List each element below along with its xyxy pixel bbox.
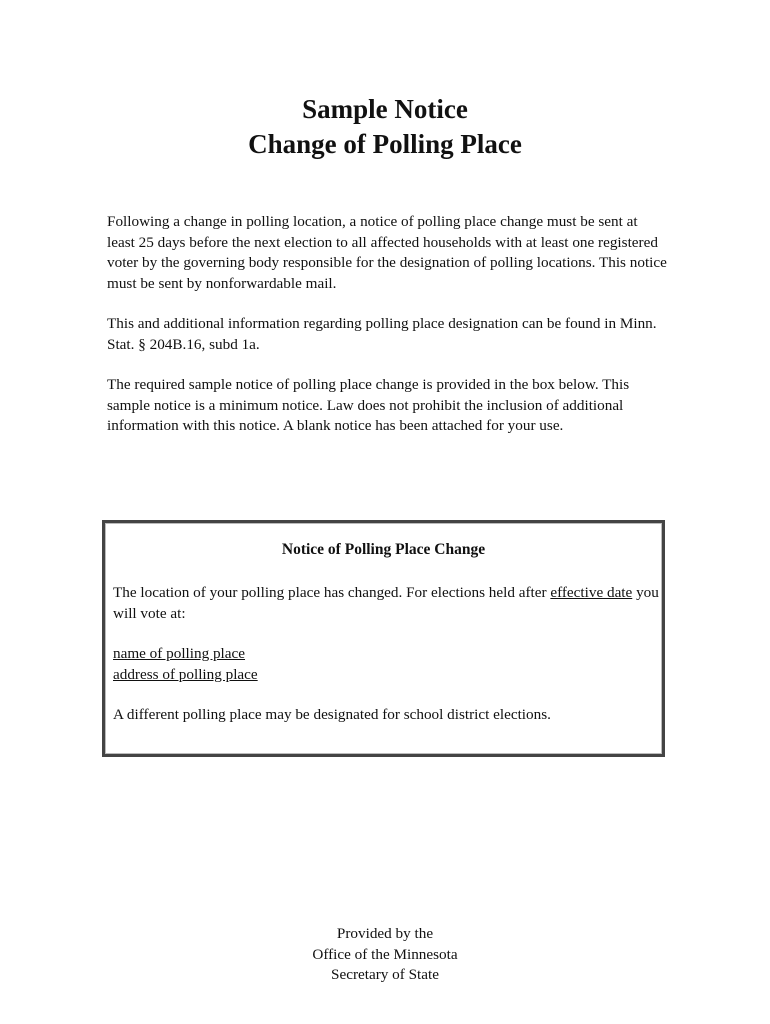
intro-paragraph-1 (107, 212, 667, 294)
intro-paragraph-3 (107, 375, 667, 437)
title-line-2: Change of Polling Place (248, 129, 522, 159)
document-title (0, 92, 770, 162)
effective-date-placeholder: effective date (550, 584, 633, 601)
school-district-note: A different polling place may be designated for school district elections. (113, 706, 551, 723)
footer-line-2: Office of the Minnesota (312, 945, 458, 963)
footer-line-3: Secretary of State (331, 966, 439, 983)
footer-line-1: Provided by the (336, 925, 434, 942)
sample-notice-box (102, 520, 665, 757)
polling-place-address-placeholder: address of polling place (113, 665, 258, 683)
intro-paragraph-1-text: Following a change in polling location, a notice of polling place change must be sent at least 25 days before the next election to all affected households with at least one registered voter by the governing body responsible for the designation of polling locations. This notice must be sent by nonforwardable mail. (107, 213, 667, 292)
notice-text-after: you will vote at: (113, 584, 659, 622)
intro-paragraph-2-text: This and additional information regarding polling place designation can be found in Minn. Stat. § 204B.16, subd 1a. (107, 315, 657, 353)
document-footer (0, 924, 770, 986)
notice-polling-place (113, 644, 661, 685)
notice-heading: Notice of Polling Place Change (281, 541, 486, 558)
notice-text-before: The location of your polling place has changed. For elections held after (113, 584, 551, 601)
notice-location-changed (113, 583, 661, 624)
title-line-1: Sample Notice (302, 94, 468, 124)
polling-place-name-placeholder: name of polling place (113, 645, 246, 662)
intro-paragraph-2 (107, 314, 667, 355)
intro-paragraph-3-text: The required sample notice of polling place change is provided in the box below. This sample notice is a minimum notice. Law does not prohibit the inclusion of additional information with this notice. A blank notice has been attached for your use. (107, 376, 630, 434)
